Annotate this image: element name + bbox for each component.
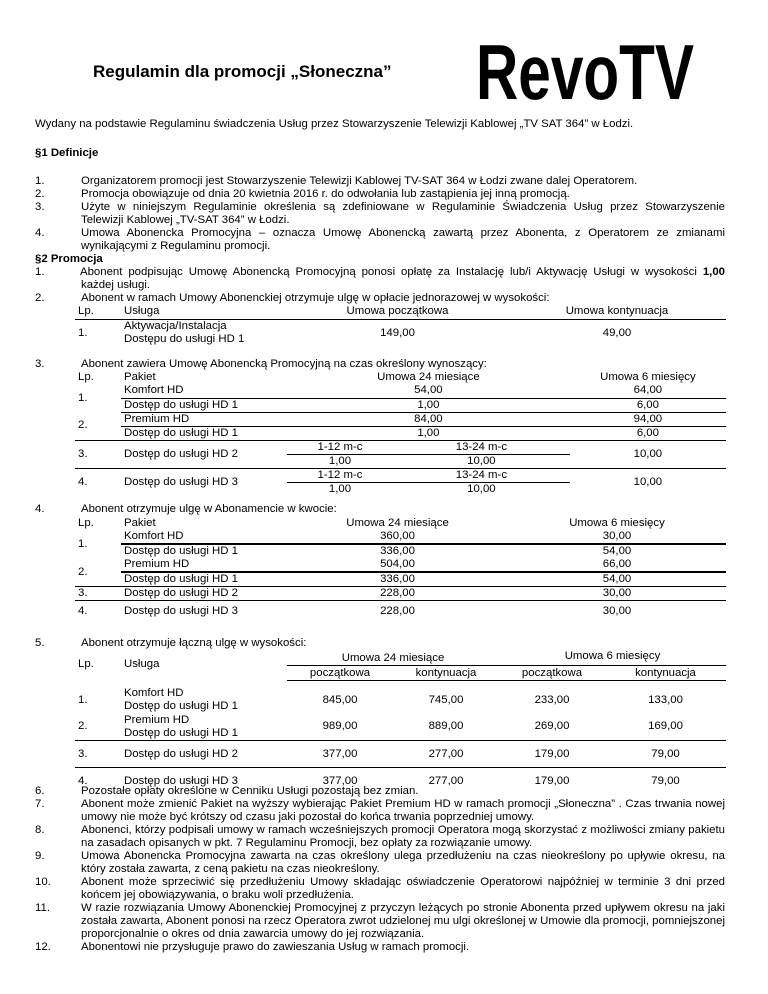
s2-p5: 5. Abonent otrzymuje łączną ulgę w wysokości:	[35, 637, 307, 649]
table-activation: Lp. Usługa Umowa początkowa Umowa kontynuacja 1. Aktywacja/Instalacja Dostępu do usługi HD 1 149,00 49,00	[75, 305, 726, 347]
table-contract-period: Lp. Pakiet Umowa 24 miesiące Umowa 6 miesięcy 1. Komfort HD 54,00 64,00 Dostęp do usługi HD 1 1,00 6,00 2. Premium HD 84,00 94,00 Dostęp do usługi HD 1 1,00 6,00 3. Dostęp do usługi HD 2 1-12 m-c 13-24 m-c 10,00 1,00 10,00 4. Dostęp do usługi HD 3 1-12 m-c 13-24 m-c 10,00 1,00 10,00	[75, 371, 726, 496]
final-item: 7. Abonent może zmienić Pakiet na wyższy wybierając Pakiet Premium HD w ramach promocji „Słoneczna” . Czas trwania nowej umowy nie może być krótszy od czasu jaki pozostał do końca trwania poprzedniej umowy.	[35, 798, 725, 823]
s1-item: 3. Użyte w niniejszym Regulaminie określenia są zdefiniowane w Regulaminie Świadczenia Usług przez Stowarzyszenie Telewizji Kablowej „TV-SAT 364” w Łodzi.	[35, 201, 725, 226]
s1-list	[35, 175, 725, 253]
final-item: 11. W razie rozwiązania Umowy Abonenckiej Promocyjnej z przyczyn leżących po stronie Abonenta przed upływem okresu na jaki została zawarta, Abonent ponosi na rzecz Operatora zwrot udzielonej mu ulgi określonej w Umowie dla promocji, pomniejszonej proporcjonalnie o okres od dnia zawarcia umowy do jej rozwiązania.	[35, 902, 725, 940]
logo-text: RevoTV	[476, 28, 694, 116]
s1-heading: §1 Definicje	[35, 147, 99, 159]
s2-p4: 4. Abonent otrzymuje ulgę w Abonamencie w kwocie:	[35, 503, 337, 515]
final-item: 12. Abonentowi nie przysługuje prawo do zawieszania Usług w ramach promocji.	[35, 941, 470, 953]
final-item: 10. Abonent może sprzeciwić się przedłużeniu Umowy składając oświadczenie Operatorowi najpóźniej w terminie 3 dni przed końcem jej obowiązywania, o braku woli przedłużenia.	[35, 876, 725, 901]
s2-p2: 2. Abonent w ramach Umowy Abonenckiej otrzymuje ulgę w opłacie jednorazowej w wysokości:	[35, 292, 550, 304]
final-item: 6. Pozostałe opłaty określone w Cenniku Usługi pozostają bez zmian.	[35, 785, 419, 797]
s2-heading: §2 Promocja	[35, 253, 103, 265]
intro-text: Wydany na podstawie Regulaminu świadczenia Usług przez Stowarzyszenie Telewizji Kablowej „TV SAT 364” w Łodzi.	[35, 118, 634, 130]
table-total-discount: Lp. Usługa Umowa 24 miesiące Umowa 6 miesięcy początkowa kontynuacja początkowa kontynuacja 1. Komfort HD Dostęp do usługi HD 1 845,00 745,00 233,00 133,00 2. Premium HD Dostęp do usługi HD 1 989,00 889,00 269,00 169,00 3. Dostęp do usługi HD 2 377,00 277,00 179,00 79,00 4. Dostęp do usługi HD 3 377,00 277,00 179,00 79,00	[75, 648, 726, 795]
final-item: 9. Umowa Abonencka Promocyjna zawarta na czas określony ulega przedłużeniu na czas nieokreślony po upływie okresu, na który została zawarta, z ceną pakietu na czas nieokreślony.	[35, 850, 725, 875]
s1-item: 4. Umowa Abonencka Promocyjna – oznacza Umowę Abonencką zawartą przez Abonenta, z Operatorem ze zmianami wynikającymi z Regulaminu promocji.	[35, 227, 725, 252]
s1-item: 1. Organizatorem promocji jest Stowarzyszenie Telewizji Kablowej TV-SAT 364 w Łodzi zwane dalej Operatorem.	[35, 175, 638, 187]
table-subscription-discount: Lp. Pakiet Umowa 24 miesiące Umowa 6 miesięcy 1. Komfort HD 360,00 30,00 Dostęp do usługi HD 1 336,00 54,00 2. Premium HD 504,00 66,00 Dostęp do usługi HD 1 336,00 54,00 3. Dostęp do usługi HD 2 228,00 30,00 4. Dostęp do usługi HD 3 228,00 30,00	[75, 517, 726, 623]
document-title: Regulamin dla promocji „Słoneczna”	[93, 62, 392, 81]
revotv-logo	[474, 28, 696, 116]
s2-p3: 3. Abonent zawiera Umowę Abonencką Promocyjną na czas określony wynoszący:	[35, 358, 487, 370]
s1-item: 2. Promocja obowiązuje od dnia 20 kwietnia 2016 r. do odwołania lub zastąpienia jej inną promocją.	[35, 188, 570, 200]
final-item: 8. Abonenci, którzy podpisali umowy w ramach wcześniejszych promocji Operatora mogą skorzystać z możliwości zmiany pakietu na zasadach opisanych w pkt. 7 Regulaminu Promocji, bez opłaty za rozwiązanie umowy.	[35, 824, 725, 849]
s2-p1: 1. Abonent podpisując Umowę Abonencką Promocyjną ponosi opłatę za Instalację lub/i Aktywację Usługi w wysokości 1,00 każdej usługi.	[35, 266, 725, 291]
s2-final-list	[35, 785, 725, 954]
